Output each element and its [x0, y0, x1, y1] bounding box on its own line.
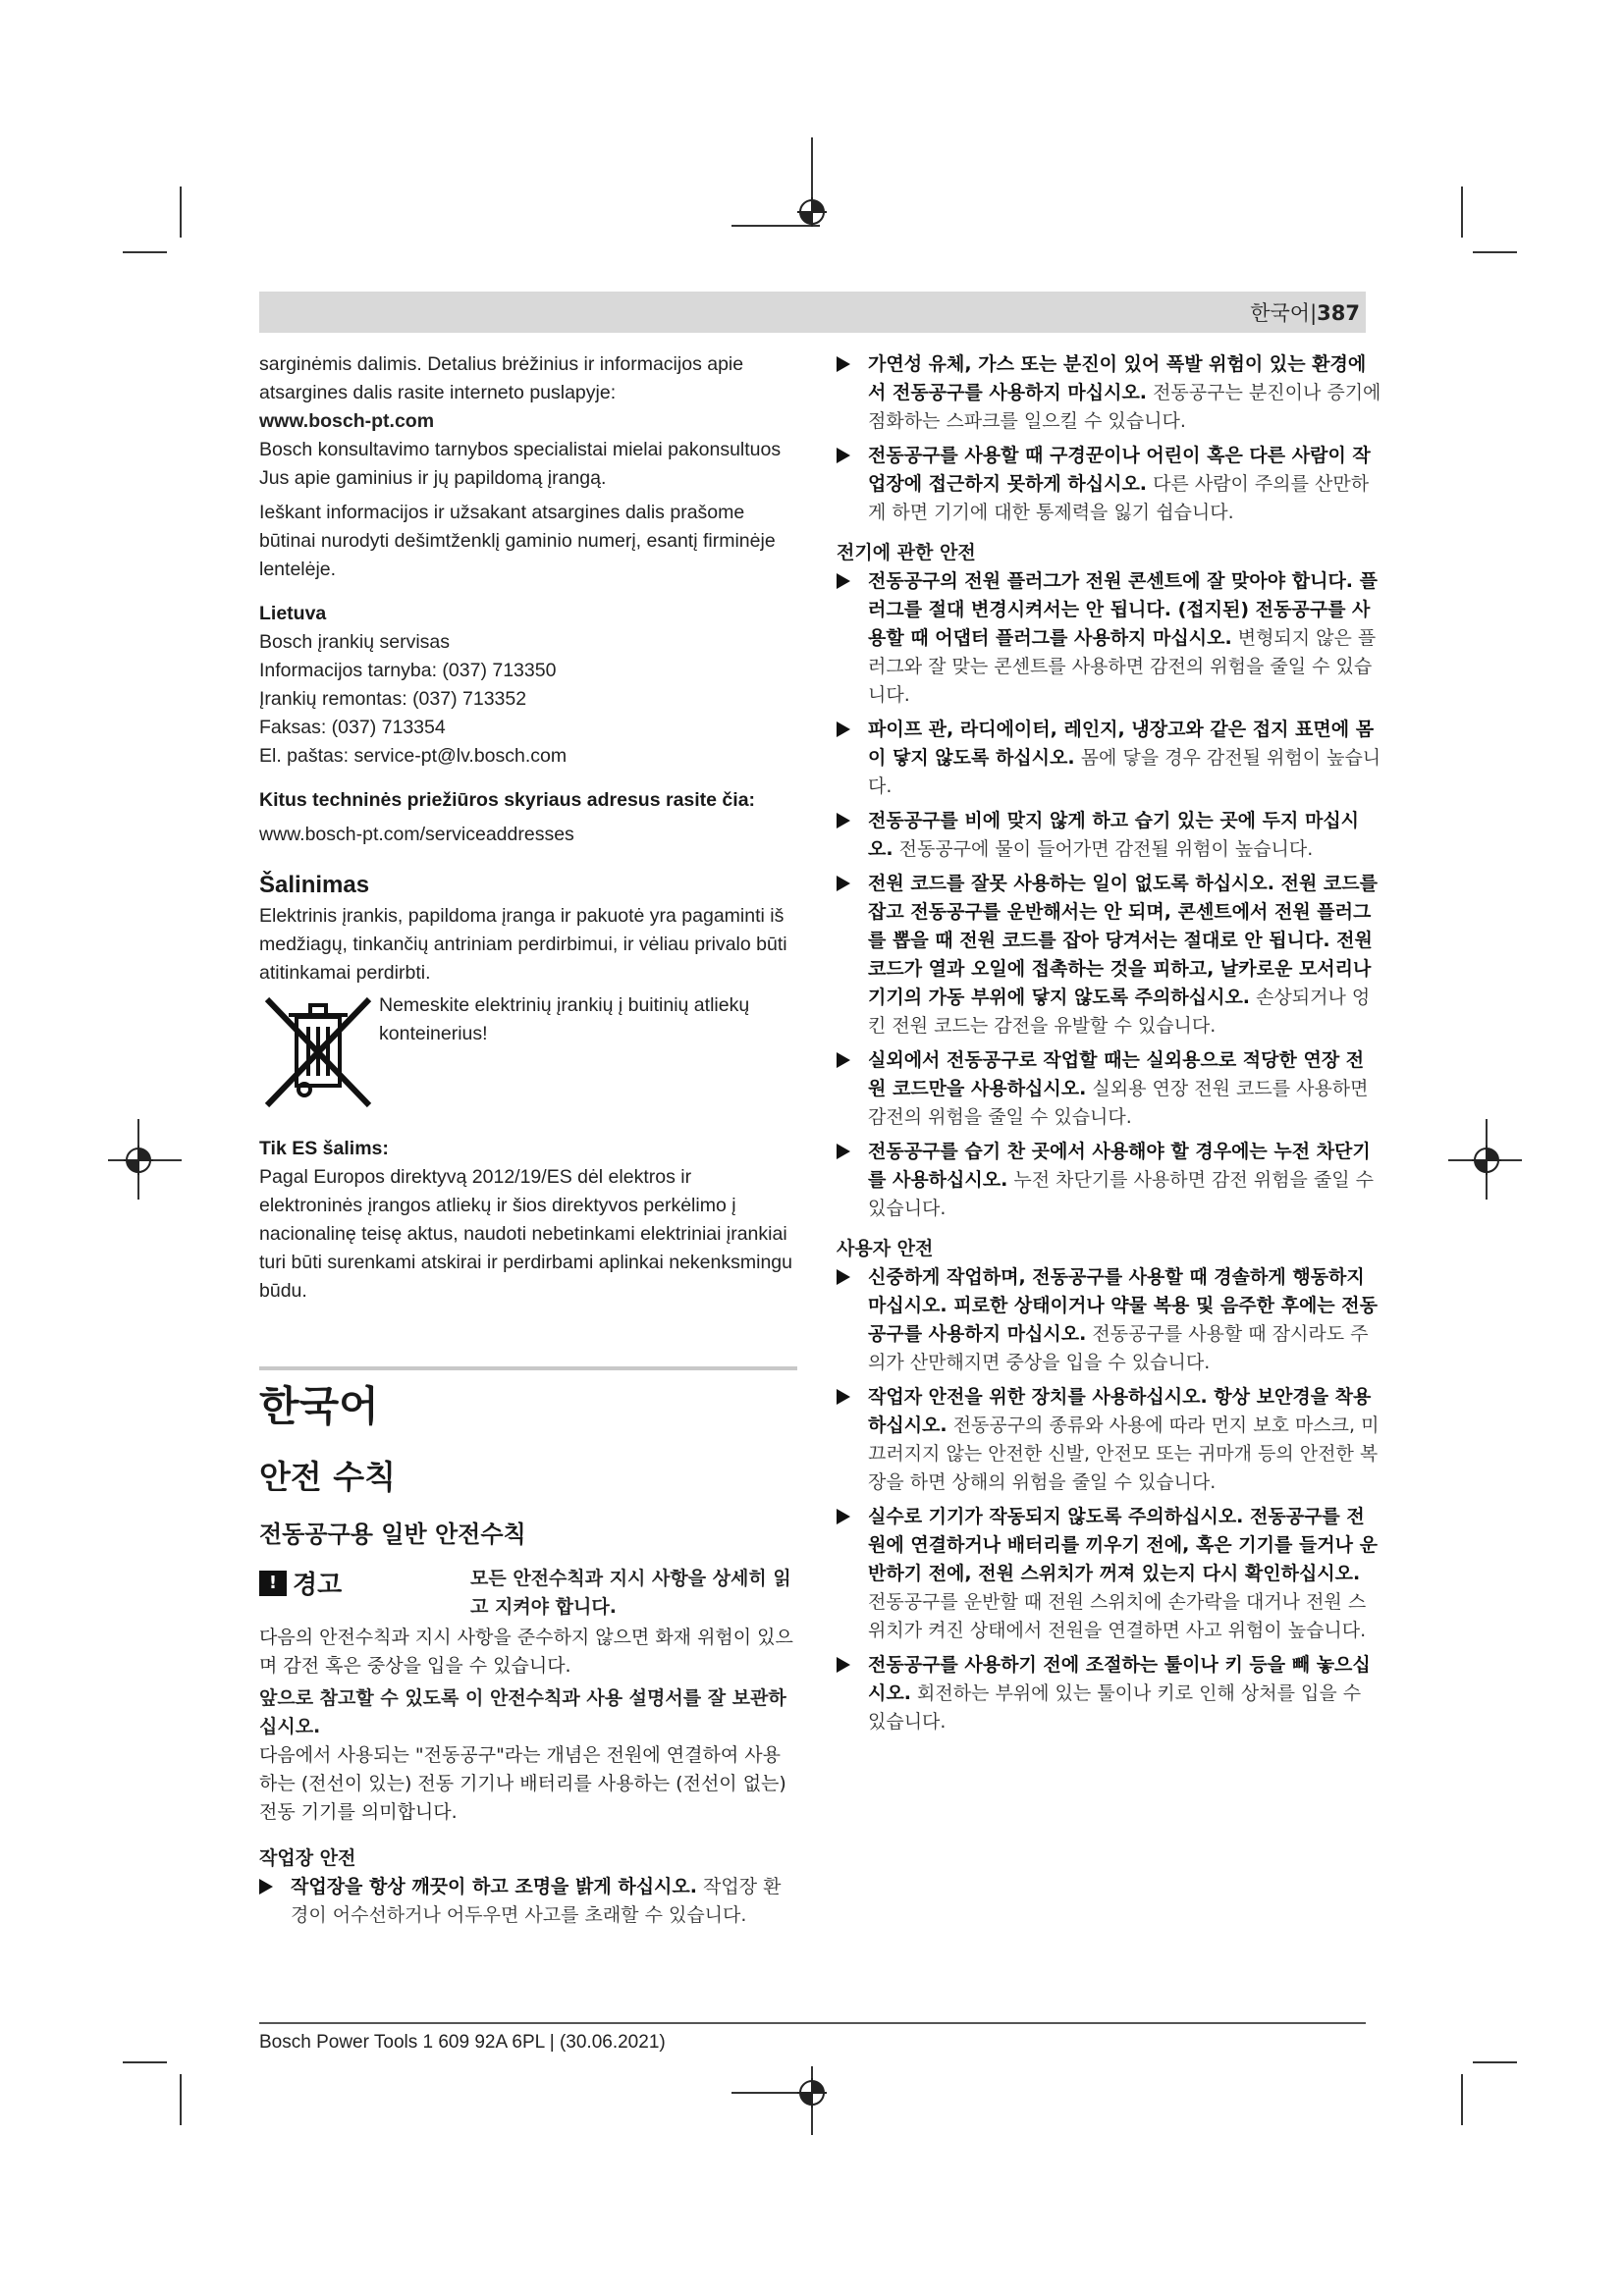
footer-divider [259, 2022, 1366, 2024]
bullet-bold: 파이프 관, 라디에이터, 레인지, 냉장고와 같은 접지 표면에 몸이 닿지 않도록 하십시오. [868, 719, 1375, 769]
bullet-bold: 실수로 기기가 작동되지 않도록 주의하십시오. 전동공구를 전원에 연결하거나 배터리를 끼우기 전에, 혹은 기기를 들거나 운반하기 전에, 전원 스위치가 꺼져 있는지 다시 확인하십시오. [868, 1506, 1378, 1584]
bullet-text: 전동공구는 분진이나 증기에 점화하는 스파크를 일으킬 수 있습니다. [868, 382, 1381, 432]
list-item [837, 442, 1381, 527]
bullet-text: 누전 차단기를 사용하면 감전 위험을 줄일 수 있습니다. [868, 1169, 1374, 1219]
crop-mark [1461, 2074, 1463, 2125]
section-heading: Lietuva [259, 603, 327, 624]
bullet-text: 다른 사람이 주의를 산만하게 하면 기기에 대한 통제력을 잃기 쉽습니다. [868, 473, 1370, 523]
bullet-text: 변형되지 않은 플러그와 잘 맞는 콘센트를 사용하면 감전의 위험을 줄일 수 있습니다. [868, 627, 1377, 706]
contact-line: Informacijos tarnyba: (037) 713350 [259, 660, 557, 681]
bullet-bold: 전동공구를 사용하기 전에 조절하는 툴이나 키 등을 빼 놓으십시오. [868, 1654, 1371, 1704]
contact-line: Faksas: (037) 713354 [259, 717, 446, 738]
crop-mark [1461, 187, 1463, 238]
bullet-arrow-icon [837, 356, 850, 372]
weee-text: Nemeskite elektrinių įrankių į buitinių atliekų konteinerius! [379, 994, 750, 1044]
bullet-arrow-icon [259, 1879, 273, 1895]
bullet-text: 손상되거나 엉킨 전원 코드는 감전을 유발할 수 있습니다. [868, 987, 1371, 1037]
paragraph: Pagal Europos direktyvą 2012/19/ES dėl elektros ir elektroninės įrangos atliekų ir šios direktyvos perkėlimo į nacionalinę teisę aktus, naudoti nebetinkami elektriniai įrankiai turi būti surenkami atskirai ir perdirbami aplinkai nekenksmingu būdu. [259, 1166, 792, 1302]
paragraph: Bosch konsultavimo tarnybos specialistai mielai pakonsultuos Jus apie gaminius ir jų papildomą įrangą. [259, 439, 782, 489]
bullet-bold: 전동공구를 습기 찬 곳에서 사용해야 할 경우에는 누전 차단기를 사용하십시오. [868, 1141, 1371, 1191]
warning-symbol: ! [268, 1572, 278, 1593]
list-item [837, 1651, 1381, 1736]
bullet-arrow-icon [837, 1389, 850, 1405]
paragraph: Ieškant informacijos ir užsakant atsargines dalis prašome būtinai nurodyti dešimtženklį gaminio numerį, esantį firminėje lentelėje. [259, 502, 776, 580]
paragraph: sarginėmis dalimis. Detalius brėžinius ir informacijos apie atsargines dalis rasite interneto puslapyje: [259, 353, 744, 403]
list-item [837, 567, 1381, 710]
bullet-arrow-icon [837, 573, 850, 589]
section-heading: Tik ES šalims: [259, 1138, 389, 1159]
crop-mark [123, 251, 167, 253]
list-item [837, 807, 1381, 864]
section-heading: 작업장 안전 [259, 1847, 356, 1869]
bullet-bold: 신중하게 작업하며, 전동공구를 사용할 때 경솔하게 행동하지 마십시오. 피로한 상태이거나 약물 복용 및 음주한 후에는 전동공구를 사용하지 마십시오. [868, 1266, 1378, 1345]
keep-instructions: 앞으로 참고할 수 있도록 이 안전수칙과 사용 설명서를 잘 보관하십시오. [259, 1687, 786, 1737]
crop-mark [123, 2061, 167, 2063]
chapter-title: 안전 수칙 [259, 1458, 397, 1496]
page-header [259, 292, 1366, 333]
website-link[interactable]: www.bosch-pt.com [259, 410, 435, 432]
list-item [259, 1873, 797, 1930]
bullet-arrow-icon [837, 721, 850, 737]
weee-notice [259, 991, 797, 1109]
list-item [837, 1263, 1381, 1377]
bullet-text: 전동공구를 운반할 때 전원 스위치에 손가락을 대거나 전원 스위치가 켜진 상태에서 전원을 연결하면 사고 위험이 높습니다. [868, 1591, 1367, 1641]
bullet-arrow-icon [837, 1269, 850, 1285]
crossed-bin-icon [259, 991, 377, 1109]
warning-label [259, 1565, 342, 1601]
bullet-arrow-icon [837, 1509, 850, 1524]
list-item [837, 350, 1381, 436]
bullet-arrow-icon [837, 876, 850, 891]
bullet-arrow-icon [837, 1657, 850, 1673]
bullet-text: 회전하는 부위에 있는 툴이나 키로 인해 상처를 입을 수 있습니다. [868, 1682, 1362, 1733]
contact-email[interactable]: El. paštas: service-pt@lv.bosch.com [259, 745, 568, 767]
bullet-text: 전동공구에 물이 들어가면 감전될 위험이 높습니다. [898, 838, 1314, 860]
header-separator: | [1310, 301, 1318, 325]
footer-text: Bosch Power Tools 1 609 92A 6PL | (30.06.2021) [259, 2032, 666, 2053]
section-divider [259, 1366, 797, 1370]
crop-mark [180, 2074, 182, 2125]
bullet-text: 몸에 닿을 경우 감전될 위험이 높습니다. [868, 747, 1381, 797]
bullet-arrow-icon [837, 448, 850, 463]
warning-text: 다음의 안전수칙과 지시 사항을 준수하지 않으면 화재 위험이 있으며 감전 혹은 중상을 입을 수 있습니다. [259, 1627, 793, 1677]
bullet-arrow-icon [837, 1144, 850, 1159]
list-item [837, 716, 1381, 801]
registration-mark-icon [1472, 1146, 1501, 1175]
bullet-bold: 전동공구를 사용할 때 구경꾼이나 어린이 혹은 다른 사람이 작업장에 접근하지 못하게 하십시오. [868, 445, 1371, 495]
section-heading: Kitus techninės priežiūros skyriaus adresus rasite čia: [259, 789, 756, 811]
warning-bold-text: 모든 안전수칙과 지시 사항을 상세히 읽고 지켜야 합니다. [470, 1568, 791, 1618]
crop-mark [811, 137, 813, 206]
list-item [837, 1383, 1381, 1497]
section-heading: 사용자 안전 [837, 1238, 934, 1259]
registration-mark-icon [797, 197, 827, 227]
paragraph: Elektrinis įrankis, papildoma įranga ir pakuotė yra pagaminti iš medžiagų, tinkančių antriniam perdirbimui, ir vėliau privalo būti atitinkamai perdirbti. [259, 905, 787, 984]
contact-line: Bosch įrankių servisas [259, 631, 450, 653]
bullet-bold: 전동공구의 전원 플러그가 전원 콘센트에 잘 맞아야 합니다. 플러그를 절대 변경시켜서는 안 됩니다. (접지된) 전동공구를 사용할 때 어댑터 플러그를 사용하지 마십시오. [868, 570, 1378, 649]
contact-block [259, 628, 797, 771]
right-column [837, 350, 1381, 1742]
section-heading: Šalinimas [259, 872, 370, 898]
warning-triangle-icon [259, 1571, 287, 1596]
bullet-text: 작업장 환경이 어수선하거나 어두우면 사고를 초래할 수 있습니다. [291, 1876, 782, 1926]
bullet-text: 전동공구를 사용할 때 잠시라도 주의가 산만해지면 중상을 입을 수 있습니다. [868, 1323, 1369, 1373]
service-addresses-link[interactable]: www.bosch-pt.com/serviceaddresses [259, 824, 574, 845]
bullet-bold: 가연성 유체, 가스 또는 분진이 있어 폭발 위험이 있는 환경에서 전동공구를 사용하지 마십시오. [868, 353, 1367, 403]
bullet-arrow-icon [837, 1052, 850, 1068]
section-heading: 전동공구용 일반 안전수칙 [259, 1521, 526, 1548]
warning-word: 경고 [293, 1571, 343, 1600]
bullet-bold: 전원 코드를 잘못 사용하는 일이 없도록 하십시오. 전원 코드를 잡고 전동공구를 운반해서는 안 되며, 콘센트에서 전원 플러그를 뽑을 때 전원 코드를 잡아 당겨서는 절대로 안 됩니다. 전원 코드가 열과 오일에 접촉하는 것을 피하고, 날카로운 모서리나 기기의 가동 부위에 닿지 않도록 주의하십시오. [868, 873, 1378, 1008]
section-heading: 전기에 관한 안전 [837, 542, 976, 563]
bullet-arrow-icon [837, 813, 850, 828]
list-item [837, 1046, 1381, 1132]
language-title: 한국어 [259, 1382, 379, 1430]
bullet-bold: 작업장을 항상 깨끗이 하고 조명을 밝게 하십시오. [291, 1876, 697, 1897]
bullet-bold: 작업자 안전을 위한 장치를 사용하십시오. 항상 보안경을 착용하십시오. [868, 1386, 1372, 1436]
list-item [837, 1503, 1381, 1645]
definition-text: 다음에서 사용되는 "전동공구"라는 개념은 전원에 연결하여 사용하는 (전선이 있는) 전동 기기나 배터리를 사용하는 (전선이 없는) 전동 기기를 의미합니다. [259, 1744, 786, 1823]
list-item [837, 1138, 1381, 1223]
registration-mark-icon [797, 2078, 827, 2108]
crop-mark [1473, 2061, 1517, 2063]
contact-line: Įrankių remontas: (037) 713352 [259, 688, 527, 710]
bullet-text: 실외용 연장 전원 코드를 사용하면 감전의 위험을 줄일 수 있습니다. [868, 1078, 1369, 1128]
bullet-bold: 전동공구를 비에 맞지 않게 하고 습기 있는 곳에 두지 마십시오. [868, 810, 1360, 860]
header-page-label [1250, 297, 1360, 327]
list-item [837, 870, 1381, 1041]
header-language: 한국어 [1250, 301, 1311, 325]
bullet-bold: 실외에서 전동공구로 작업할 때는 실외용으로 적당한 연장 전원 코드만을 사용하십시오. [868, 1049, 1365, 1099]
warning-block [259, 1565, 797, 1624]
registration-mark-icon [124, 1146, 153, 1175]
left-column [259, 350, 797, 1936]
crop-mark [1473, 251, 1517, 253]
page-number: 387 [1317, 301, 1360, 325]
bullet-text: 전동공구의 종류와 사용에 따라 먼지 보호 마스크, 미끄러지지 않는 안전한 신발, 안전모 또는 귀마개 등의 안전한 복장을 하면 상해의 위험을 줄일 수 있습니다. [868, 1415, 1380, 1493]
crop-mark [180, 187, 182, 238]
